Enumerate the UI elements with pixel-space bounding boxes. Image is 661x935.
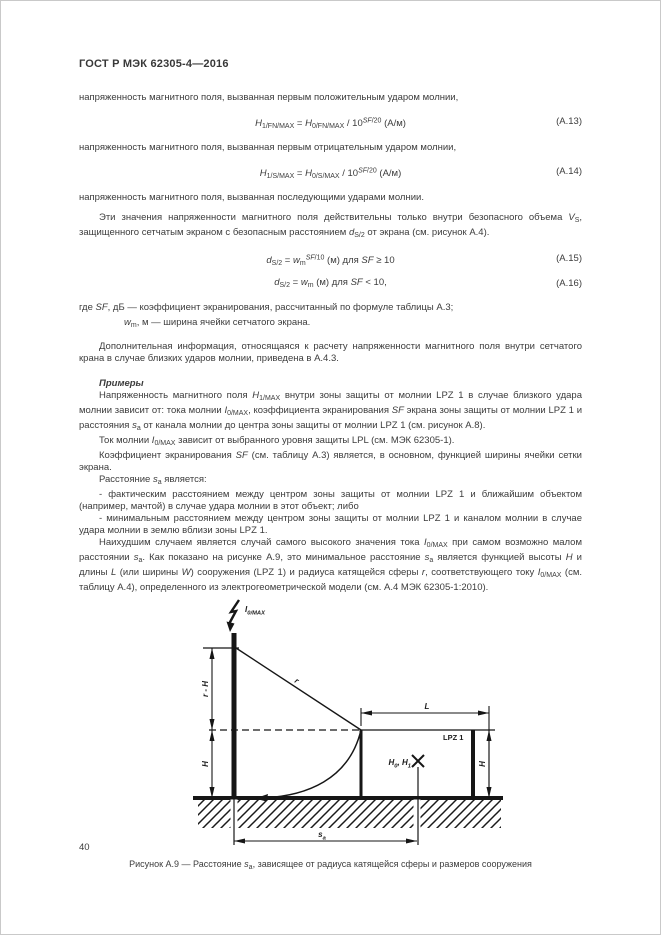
example-paragraph-field: Напряженность магнитного поля $H_{1/MAX}$ внутри зоны защиты от молнии LPZ 1 в случае близкого удара молнии зависит от: тока молнии $I_{0/MAX}$, коэффициента экранирования SF экрана зоны защиты от молнии LPZ 1 и расстояния $s_a$ от канала молнии до центра зоны защиты от молнии LPZ 1 (см. рисунок А.8). bbox=[79, 390, 583, 432]
dim-label-r-minus-h: r - H bbox=[201, 681, 210, 697]
equation-a16 bbox=[79, 276, 582, 290]
example-paragraph-worst-case: Наихудшим случаем является случай самого высокого значения тока $I_{0/MAX}$ при самом возможно малом расстоянии $s_a$. Как показано на рисунке А.9, это минимальное расстояние $s_a$ является функцией высоты H и длины L (или ширины W) сооружения (LPZ 1) и радиуса катящейся сферы r, соответствующего току $I_{0/MAX}$ (см. таблицу А.4), определенного из электрогеометрической модели (см. А.4 МЭК 62305-1:2010). bbox=[79, 537, 582, 593]
document-header: ГОСТ Р МЭК 62305-4—2016 bbox=[79, 58, 229, 70]
example-paragraph-sf: Коэффициент экранирования SF (см. таблицу А.3) является, в основном, функцией ширины ячейки сетки экрана. bbox=[79, 450, 582, 473]
equation-number-a14: (А.14) bbox=[556, 166, 582, 177]
paragraph-negative-stroke: напряженность магнитного поля, вызванная первым отрицательным ударом молнии, bbox=[79, 142, 457, 153]
rolling-sphere-diagram bbox=[181, 598, 561, 856]
dim-label-sa: $s_a$ bbox=[318, 830, 326, 842]
where-clause-sf: где SF, дБ — коэффициент экранирования, рассчитанный по формуле таблицы А.3; bbox=[79, 302, 454, 313]
paragraph-safety-volume: Эти значения напряженности магнитного поля действительны только внутри безопасного объема $V_S$, защищенного сетчатым экраном с безопасным расстоянием $d_{S/2}$ от экрана (см. рисунок А.4). bbox=[79, 212, 582, 239]
example-paragraph-distance: Расстояние $s_a$ является: bbox=[99, 474, 207, 486]
field-point-label: $H_0$, $H_1$ bbox=[388, 758, 411, 770]
formula-a16: $d_{S/2} = w_m$ (м) для SF < 10, bbox=[274, 277, 387, 289]
figure-a9-diagram bbox=[181, 598, 561, 856]
where-clause-wm: $w_m$, м — ширина ячейки сетчатого экрана. bbox=[124, 317, 311, 329]
bolt-current-label: $I_{0/MAX}$ bbox=[245, 605, 265, 617]
figure-caption: Рисунок А.9 — Расстояние $s_a$, зависящее от радиуса катящейся сферы и размеров сооружения bbox=[129, 859, 532, 871]
example-list-item-minimal: - минимальным расстоянием между центром зоны защиты от молнии LPZ 1 и каналом молнии в случае удара молнии в землю вблизи зоны LPZ 1. bbox=[79, 513, 582, 536]
radius-line bbox=[236, 648, 361, 730]
paragraph-subsequent-strokes: напряженность магнитного поля, вызванная последующими ударами молнии. bbox=[79, 192, 424, 203]
equation-a14 bbox=[79, 164, 582, 178]
rolling-sphere-arc bbox=[263, 730, 361, 798]
dim-label-h-right: H bbox=[478, 761, 487, 767]
formula-a15: $d_{S/2} = w_m^{SF/10}$ (м) для SF ≥ 10 bbox=[266, 254, 395, 267]
ground-hatching bbox=[198, 800, 501, 828]
field-point-x-mark bbox=[412, 755, 424, 767]
examples-heading: Примеры bbox=[99, 378, 144, 389]
equation-number-a16: (А.16) bbox=[556, 278, 582, 289]
formula-a13: $H_{1/FN/MAX} = H_{0/FN/MAX} / 10^{SF/20}$ (А/м) bbox=[255, 117, 406, 130]
paragraph-positive-stroke: напряженность магнитного поля, вызванная первым положительным ударом молнии, bbox=[79, 92, 459, 103]
equation-a13 bbox=[79, 114, 582, 128]
equation-number-a15: (А.15) bbox=[556, 253, 582, 264]
formula-a14: $H_{1/S/MAX} = H_{0/S/MAX} / 10^{SF/20}$ (А/м) bbox=[259, 167, 402, 180]
page-number: 40 bbox=[79, 842, 90, 853]
radius-label: r bbox=[292, 676, 301, 686]
equation-number-a13: (А.13) bbox=[556, 116, 582, 127]
dim-label-l: L bbox=[424, 702, 430, 711]
page-content bbox=[1, 58, 660, 874]
example-list-item-actual: - фактическим расстоянием между центром зоны защиты от молнии LPZ 1 и ближайшим объектом (например, мачтой) в случае удара молнии в этот объект; либо bbox=[79, 489, 582, 512]
example-paragraph-current: Ток молнии $I_{0/MAX}$ зависит от выбранного уровня защиты LPL (см. МЭК 62305-1). bbox=[99, 435, 455, 447]
dim-label-h-left: H bbox=[201, 761, 210, 767]
lpz-zone-label: LPZ 1 bbox=[443, 733, 464, 742]
equation-a15 bbox=[79, 251, 582, 265]
extension-halo-right bbox=[414, 800, 421, 829]
lightning-bolt-icon bbox=[227, 600, 240, 632]
paragraph-additional-info: Дополнительная информация, относящаяся к расчету напряженности магнитного поля внутри сетчатого крана в случае близких ударов молнии, приведена в А.4.3. bbox=[79, 341, 582, 364]
